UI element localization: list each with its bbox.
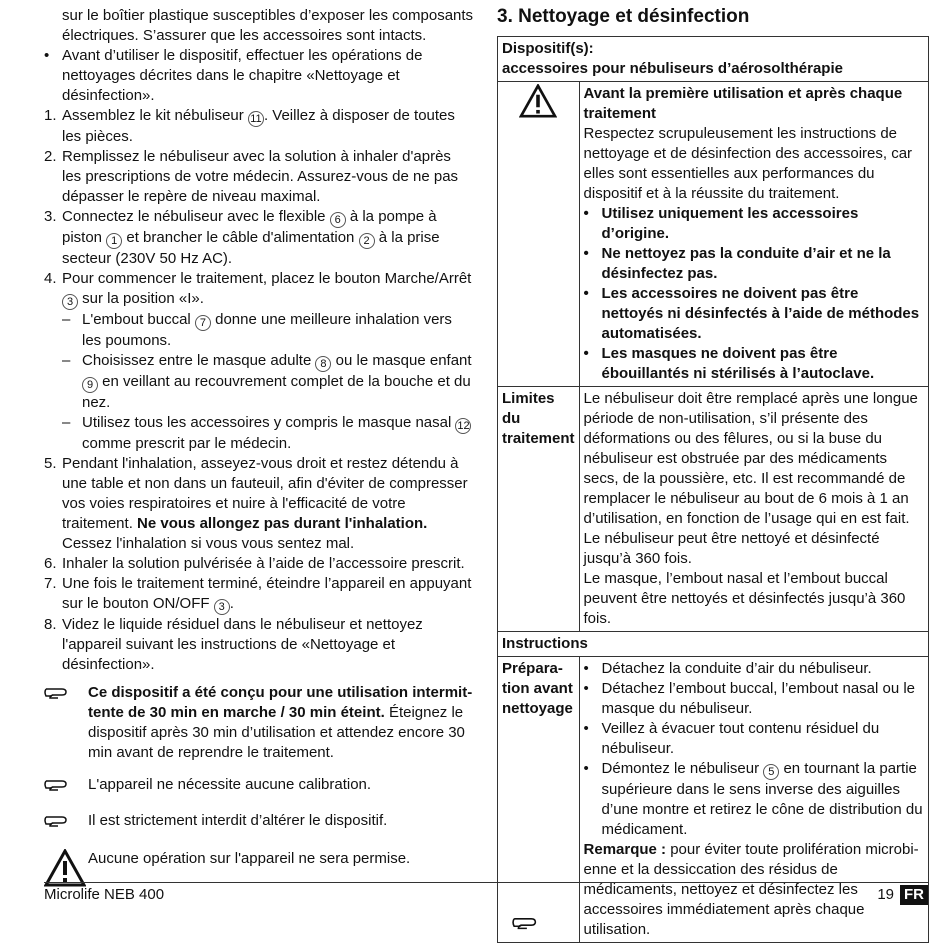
- note-intermittent: Ce dispositif a été conçu pour une utilisation intermittente de 30 min en marche / 30 min éteint. Éteignez le dispositif après 30 min d’utilisation et attendez encore 30 min avant de reprendre le traitement.: [44, 683, 474, 763]
- note-alteration: Il est strictement interdit d’altérer le dispositif.: [44, 811, 474, 835]
- limits-content: Le nébuliseur doit être remplacé après une longue période de non-utilisation, s’il présente des déformations ou des fêlures, ou si la buse du nébuliseur est obstruée par des médicaments secs, de la poussière, etc. Il est recommandé de remplacer le nébuliseur au bout de 6 mois à 1 an d’utilisation, en fonction de l’usage qui en est fait. Le nébuliseur peut être nettoyé et désinfecté jusqu’à 360 fois. Le masque, l’embout nasal et l’embout buccal peuvent être nettoyés et désinfectés jusqu’à 360 fois.: [579, 387, 928, 632]
- list-item: • Avant d’utiliser le dispositif, effectuer les opérations de nettoyages décrites dans le chapitre «Nettoyage et désinfection».: [44, 47, 423, 104]
- right-column: [497, 6, 929, 943]
- pointing-hand-icon: [44, 811, 88, 835]
- product-name: Microlife NEB 400: [44, 886, 165, 903]
- part-number: 2: [359, 233, 375, 249]
- instructions-header: Instructions: [498, 632, 929, 657]
- intro-text: sur le boîtier plastique susceptibles d’exposer les composants électriques. S’assurer que les accessoires sont intacts.: [62, 7, 474, 44]
- warning-triangle-icon: [519, 105, 557, 122]
- part-number: 9: [82, 377, 98, 393]
- prep-label-cell: Préparation avant nettoyage: [498, 657, 580, 943]
- step-4: 4. Pour commencer le traitement, placez le bouton Marche/Arrêt 3 sur la position «I».: [44, 270, 472, 308]
- step-3: 3. Connectez le nébuliseur avec le flexible 6 à la pompe à piston 1 et brancher le câble d'alimentation 2 à la prise secteur (230V 50 Hz AC).: [44, 208, 440, 267]
- part-number: 3: [62, 294, 78, 310]
- list-item: • Démontez le nébuliseur 5 en tournant la partie supérieure dans le sens inverse des aiguilles d’une montre et retirez le cône de distribution du médicament.: [583, 760, 923, 838]
- warning-cell: [498, 82, 580, 387]
- sub-item: – L'embout buccal 7 donne une meilleure inhalation vers les poumons.: [62, 311, 452, 349]
- sub-item: – Choisissez entre le masque adulte 8 ou le masque enfant 9 en veillant au recouvrement complet de la bouche et du nez.: [62, 352, 472, 411]
- sub-item: – Utilisez tous les accessoires y compris le masque nasal 12 comme prescrit par le médecin.: [62, 414, 470, 452]
- list-item: • Les masques ne doivent pas être ébouillantés ni stérilisés à l’autoclave.: [583, 345, 875, 382]
- part-number: 12: [457, 420, 470, 432]
- remark: Remarque : pour éviter toute prolifération microbienne et la dessiccation des résidus de médicaments, nettoyez et désinfectez les accessoires immédiatement après chaque utilisation.: [583, 841, 919, 938]
- note-calibration: L'appareil ne nécessite aucune calibration.: [44, 775, 474, 799]
- step-1: 1. Assemblez le kit nébuliseur 11 . Veillez à disposer de toutes les pièces.: [44, 107, 455, 145]
- part-number: 5: [763, 764, 779, 780]
- page-number: 19: [877, 886, 894, 903]
- step-5: 5. Pendant l'inhalation, asseyez-vous droit et restez détendu à une table et non dans un fauteuil, afin d'éviter de compresser vos voies respiratoires et nuire à l'efficacité de votre traitement. Ne vous allongez pas durant l'inhalation. Cessez l'inhalation si vous vous sentez mal.: [44, 455, 468, 552]
- part-number: 11: [248, 111, 264, 127]
- step-7: 7. Une fois le traitement terminé, éteindre l’appareil en appuyant sur le bouton ON/OFF 3 .: [44, 575, 472, 613]
- list-item: • Les accessoires ne doivent pas être nettoyés ni désinfectés à l’aide de méthodes automatisées.: [583, 285, 920, 342]
- warning-content: Avant la première utilisation et après chaque traitement Respectez scrupuleusement les instructions de nettoyage et de désinfection des accessoires, car elles sont essentielles aux performances du dispositif et à la réussite du traitement. • Utilisez uniquement les accessoires d’origine. • Ne nettoyez pas la conduite d’air et ne la désinfectez pas. • Les accessoires ne doivent pas être nettoyés ni désinfectés à l’aide de méthodes automatisées. • Les masques ne doivent pas être ébouillantés ni stérilisés à l’autoclave.: [579, 82, 928, 387]
- note-warning: Aucune opération sur l'appareil ne sera permise.: [44, 849, 474, 893]
- step-8: 8. Videz le liquide résiduel dans le nébuliseur et nettoyez l'appareil suivant les instructions de «Nettoyage et désinfection».: [44, 616, 423, 673]
- part-number: 6: [330, 212, 346, 228]
- step-2: 2. Remplissez le nébuliseur avec la solution à inhaler d'après les prescriptions de votre médecin. Assurez-vous de ne pas dépasser le repère de niveau maximal.: [44, 148, 459, 205]
- device-row: Dispositif(s): accessoires pour nébuliseurs d’aérosolthérapie: [498, 37, 929, 82]
- part-number: 7: [195, 315, 211, 331]
- part-number: 8: [315, 356, 331, 372]
- list-item: • Détachez la conduite d’air du nébuliseur.: [583, 660, 872, 677]
- section-title: 3. Nettoyage et désinfection: [497, 6, 750, 27]
- list-item: • Ne nettoyez pas la conduite d’air et ne la désinfectez pas.: [583, 245, 891, 282]
- part-number: 1: [106, 233, 122, 249]
- left-column: [44, 6, 474, 893]
- step-6: 6. Inhaler la solution pulvérisée à l’aide de l’accessoire prescrit.: [44, 555, 465, 572]
- list-item: • Utilisez uniquement les accessoires d’origine.: [583, 205, 859, 242]
- list-item: • Veillez à évacuer tout contenu résiduel du nébuliseur.: [583, 720, 880, 757]
- part-number: 3: [214, 599, 230, 615]
- language-badge: FR: [900, 885, 928, 905]
- cleaning-table: [497, 36, 929, 943]
- limits-label: Limites du traitement: [498, 387, 580, 632]
- pointing-hand-icon: [44, 683, 88, 707]
- list-item: • Détachez l’embout buccal, l’embout nasal ou le masque du nébuliseur.: [583, 680, 916, 717]
- page-footer: [44, 882, 928, 903]
- pointing-hand-icon: [512, 912, 546, 938]
- pointing-hand-icon: [44, 775, 88, 799]
- prep-content: [579, 657, 928, 943]
